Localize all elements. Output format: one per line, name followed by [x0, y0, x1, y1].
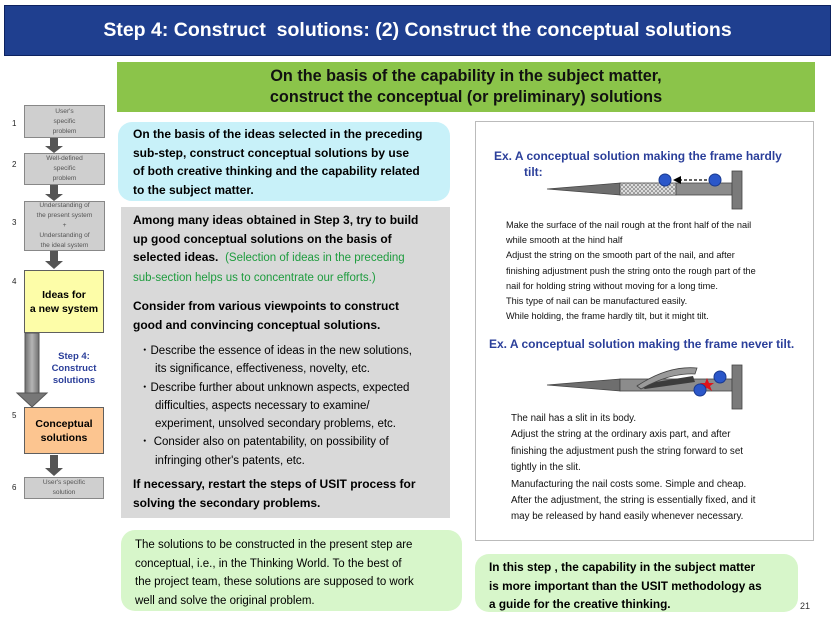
string2-position-new: [694, 384, 706, 396]
note-left-line-2: conceptual, i.e., in the Thinking World. To the best of: [135, 557, 402, 570]
nail2-tip: [547, 379, 620, 391]
flow-arrow-1-2: [45, 138, 63, 153]
main-p1-line-2: up good conceptual solutions on the basis of: [133, 231, 392, 246]
main-p1-line-1: Among many ideas obtained in Step 3, try to build: [133, 213, 419, 227]
main-p2-line-2: good and convincing conceptual solutions.: [133, 317, 381, 332]
example-1-title-line-2: tilt:: [524, 165, 543, 179]
main-p1-green-b: sub-section helps us to concentrate our efforts.): [133, 271, 376, 284]
main-p2-line-1: Consider from various viewpoints to construct: [133, 299, 400, 313]
example-2-description: [511, 411, 811, 526]
example-2-line-1: The nail has a slit in its body.: [511, 413, 637, 424]
nail2-head: [732, 365, 742, 409]
example-2-line-5: Manufacturing the nail costs some. Simple and cheap.: [511, 478, 747, 490]
step4-big-arrow: [17, 333, 47, 407]
example-2-line-7: may be released by hand easily whenever necessary.: [511, 511, 744, 523]
bullet-2-line-3: experiment, unsolved secondary problems, etc.: [155, 418, 396, 431]
intro-line-2: sub-step, construct conceptual solutions by use: [133, 145, 410, 160]
note-right-line-3: a guide for the creative thinking.: [489, 597, 671, 611]
note-left-line-3: the project team, these solutions are supposed to work: [135, 576, 414, 588]
example-1-title-line-1: Ex. A conceptual solution making the frame hardly: [494, 149, 782, 163]
note-left-line-4: well and solve the original problem.: [135, 594, 315, 607]
subtitle-line-1: On the basis of the capability in the subject matter,: [270, 67, 662, 85]
intro-line-3: of both creative thinking and the capability related: [133, 164, 420, 178]
string2-position-old: [714, 371, 726, 383]
bullet-essence: [133, 342, 444, 379]
main-guidance-box: [121, 207, 450, 518]
example-1-line-2: while smooth at the hind half: [506, 235, 623, 246]
nail-head: [732, 171, 742, 209]
intro-line-1: On the basis of the ideas selected in the preceding: [133, 127, 423, 141]
nail-rough-surface-illustration: [545, 168, 755, 218]
step-number-3: 3: [12, 218, 17, 227]
intro-box: [118, 122, 450, 201]
bullet-unknown-aspects: [133, 379, 444, 434]
bullet-2-line-1: ・Describe further about unknown aspects, expected: [139, 381, 410, 394]
note-right-line-2: is more important than the USIT methodology as: [489, 578, 762, 593]
flow-box-user-solution: User's specific solution: [24, 477, 104, 499]
example-2-line-6: After the adjustment, the string is essentially fixed, and it: [511, 495, 756, 507]
subtitle-banner: [117, 62, 815, 112]
capability-note: [475, 554, 798, 612]
step-number-6: 6: [12, 483, 17, 492]
bullet-1-line-2: its significance, effectiveness, novelty, etc.: [155, 363, 370, 376]
step4-label: Step 4: Construct solutions: [51, 351, 97, 386]
flow-box-conceptual-solutions: Conceptual solutions: [24, 407, 104, 454]
page-title: Step 4: Construct solutions: (2) Construct the conceptual solutions: [103, 19, 732, 41]
bullet-1-line-1: ・Describe the essence of ideas in the new solutions,: [139, 345, 412, 357]
example-1-line-5: nail for holding string without moving for a long time.: [506, 280, 718, 291]
step-number-2: 2: [12, 160, 17, 169]
flow-arrow-3-4: [45, 251, 63, 269]
bullet-3-line-1: ・ Consider also on patentability, on possibility of: [139, 436, 389, 449]
example-1-line-4: finishing adjustment push the string onto the rough part of the: [506, 265, 756, 276]
string-position-new: [659, 174, 671, 186]
step-number-4: 4: [12, 277, 17, 286]
example-2-line-2: Adjust the string at the ordinary axis part, and after: [511, 429, 731, 441]
nail-smooth-half: [676, 183, 732, 195]
flow-arrow-5-6: [45, 455, 63, 476]
flow-arrow-2-3: [45, 184, 63, 201]
flow-box-user-problem: User's specific problem: [24, 105, 105, 138]
main-p1-green-a: (Selection of ideas in the preceding: [225, 252, 405, 264]
example-1-line-7: While holding, the frame hardly tilt, but it might tilt.: [506, 311, 709, 322]
bullet-2-line-2: difficulties, aspects necessary to examine/: [155, 399, 370, 412]
string-position-old: [709, 174, 721, 186]
flow-box-understanding: Understanding of the present system + Understanding of the ideal system: [24, 201, 105, 251]
example-1-line-1: Make the surface of the nail rough at the front half of the nail: [506, 220, 752, 230]
step-number-1: 1: [12, 119, 17, 128]
example-2-line-3: finishing the adjustment push the string forward to set: [511, 445, 743, 457]
example-1-line-6: This type of nail can be manufactured easily.: [506, 296, 688, 307]
subtitle-line-2: construct the conceptual (or preliminary) solutions: [269, 88, 663, 106]
example-1-line-3: Adjust the string on the smooth part of the nail, and after: [506, 250, 735, 261]
flow-box-ideas: Ideas for a new system: [24, 270, 104, 333]
note-right-line-1: In this step , the capability in the subject matter: [489, 560, 756, 574]
main-p4-line-1: If necessary, restart the steps of USIT process for: [133, 477, 416, 492]
note-left-line-1: The solutions to be constructed in the present step are: [135, 539, 413, 551]
step-number-5: 5: [12, 411, 17, 420]
title-bar: [4, 5, 831, 56]
page-number: 21: [800, 601, 811, 611]
example-2-line-4: tightly in the slit.: [511, 462, 581, 474]
main-p4-line-2: solving the secondary problems.: [133, 495, 321, 510]
thinking-world-note: [121, 530, 462, 611]
bullet-3-line-2: infringing other's patents, etc.: [155, 454, 305, 467]
example-1-description: [506, 218, 806, 324]
intro-line-4: to the subject matter.: [133, 182, 254, 197]
main-p1-line-3: selected ideas.: [133, 250, 219, 264]
flow-box-defined-problem: Well-defined specific problem: [24, 153, 105, 185]
bullet-patentability: [133, 433, 444, 470]
nail-tip: [547, 183, 620, 195]
example-2-title: Ex. A conceptual solution making the frame never tilt.: [489, 337, 795, 351]
